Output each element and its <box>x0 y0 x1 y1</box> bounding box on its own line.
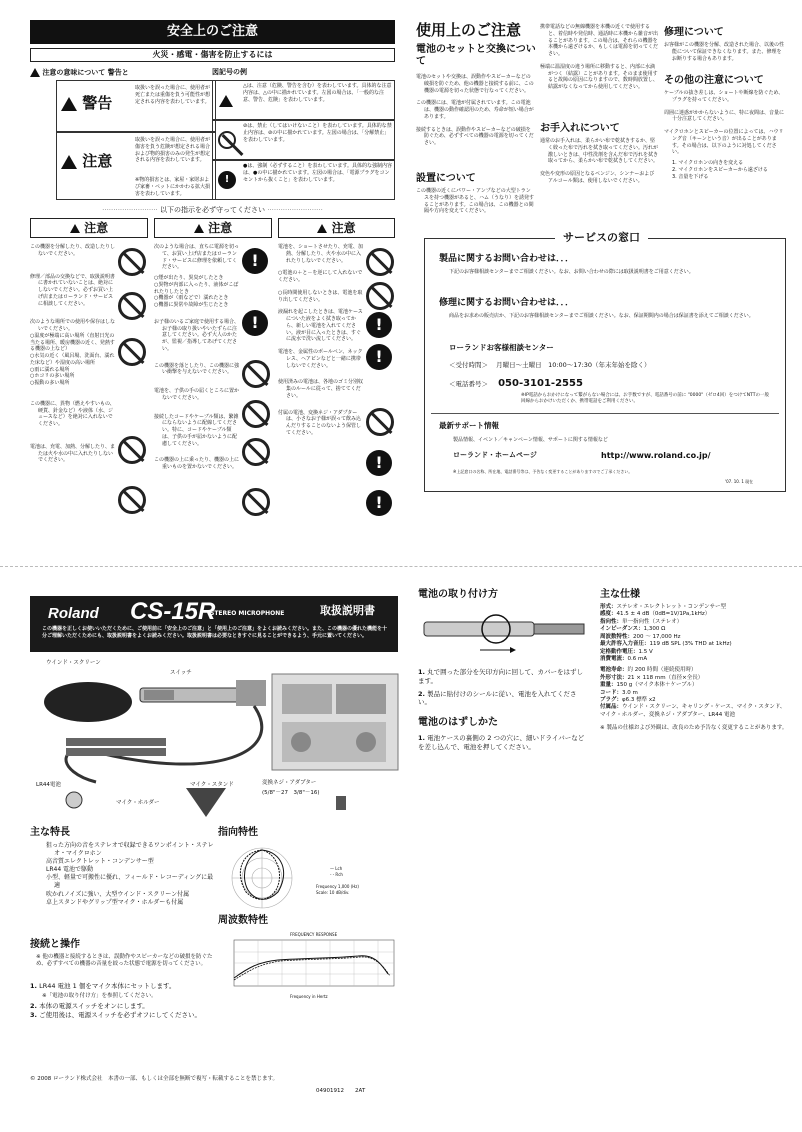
product-illustration <box>36 672 402 822</box>
symbol-box-3 <box>212 160 395 200</box>
warning-triangle-icon <box>30 68 40 77</box>
homepage-url[interactable]: http://www.roland.co.jp/ <box>601 451 711 460</box>
freq-curve-l <box>234 956 388 978</box>
polar-r-curve <box>240 850 279 899</box>
mandatory-icon: ! <box>366 450 392 476</box>
symbol2-text: ⊘は、禁止（してはいけないこと）を表わしています。具体的な禁止内容は、⊘の中に描かれています。左図の場合は、「分解禁止」を表わしています。 <box>243 123 392 143</box>
caution-icon <box>61 155 77 169</box>
caution-text: 取扱いを誤った場合に、使用者が傷害を負う危険が想定される場合および物的損害のみの発生が想定される内容を表わしています。 <box>135 137 211 164</box>
caution-subitem: ○振動の多い場所 <box>30 380 70 386</box>
caution-item: この機器に、異物（燃えやすいもの、硬貨、針金など）や液体（水、ジュースなど）を絶対に入れないでください。 <box>30 400 115 427</box>
caution-box <box>56 132 216 200</box>
intro-text: この機器を正しくお使いいただくために、ご使用前に「安全上のご注意」と「使用上のご注意」をよくお読みください。また、この機器の優れた機能を十分ご理解いただくためにも、取扱説明書をよくお読みください。取扱説明書は必要なときすぐに見ることができるよう、手元に置いてください。 <box>42 626 388 639</box>
caution-item: 電池を、金属性のボールペン、ネックレス、ヘアピンなどと一緒に携帯しないでください。 <box>278 349 363 369</box>
mandatory-icon: ! <box>242 310 268 336</box>
caution-item: この機器を落としたり、この機器に強い衝撃を与えないでください。 <box>154 362 240 376</box>
caution-item: お子様のいるご家庭で使用する場合、お子様の取り扱いやいたずらに注意してください。必ず大人のかたが、監視／指導してあげてください。 <box>154 318 240 352</box>
install-heading: 設置について <box>416 173 476 184</box>
caution-item: 次のような場所での使用や保存はしないでください。 <box>30 319 116 332</box>
caution-subitem: ○機器が（雨などで）濡れたとき <box>154 295 229 302</box>
polar-legend-l: — Lch <box>330 866 343 871</box>
label-battery: LR44電池 <box>36 782 61 788</box>
polar-l-curve <box>244 850 283 899</box>
homepage-label: ローランド・ホームページ <box>453 451 537 459</box>
page-separator <box>0 566 802 567</box>
care-items <box>540 138 658 185</box>
spec-row: 感度：41.5 ± 4 dB（0dB=1V/1Pa,1kHz） <box>600 611 711 618</box>
usage-item: 電池のセットや交換は、誤動作やスピーカーなどの破損を防ぐため、他の機器と接続する前に、この機器の電源を切った状態で行なってください。 <box>416 74 534 94</box>
symbol-box-1 <box>212 80 395 120</box>
caution-subitem: ○電池の＋と－を逆にして入れないでください。 <box>278 270 363 283</box>
polar-freq: Frequency 1,000 (Hz) <box>316 884 359 889</box>
caution-item: 液漏れを起こしたときは、電池ケースについた液をよく拭き取ってから、新しい電池を入れてください。液が目に入ったときは、すぐに流水で洗い流してください。 <box>278 309 363 343</box>
spec-row: プラグ：φ6.3 標準 x2 <box>600 697 656 704</box>
freq-xlabel: Frequency in Hertz <box>290 994 328 999</box>
usage-item: この機器には、電池が付属されています。この電池は、機器の動作確認用のため、寿命が短い場合があります。 <box>416 100 534 120</box>
spec-row: コード：3.0 m <box>600 689 638 696</box>
freq-title: FREQUENCY RESPONSE <box>290 932 338 937</box>
mandatory-icon: ! <box>366 490 392 516</box>
usage-item: ケーブルの抜き差しは、ショートや断線を防ぐため、プラグを持ってください。 <box>664 90 784 103</box>
repair-question-text: 商品をお求めの販売店か、下記のお客様相談センターまでご相談ください。なお、保証期間内の場合は保証書を添えてご相談ください。 <box>449 313 754 319</box>
spec-row: 定格動作電圧：1.5 V <box>600 648 653 655</box>
observe-line: ························· 以下の指示を必ず守ってください ························· <box>102 206 323 214</box>
warning-text: 取扱いを誤った場合に、使用者が死亡または重傷を負う可能性が想定される内容を表わしています。 <box>135 85 211 105</box>
warning-label: 警告 <box>61 93 112 113</box>
install-items <box>416 188 534 215</box>
prohibited-icon <box>366 408 394 436</box>
caution-subitem: ○長時間使用しないときは、電池を取り出してください。 <box>278 289 363 303</box>
ip-note: ※IP電話からおかけになって繋がらない場合には、お手数ですが、電話番号の前に "0000"（ゼロ4回）をつけてNTTの一般回線からおかけいただくか、携帯電話をご利用ください。 <box>521 393 769 405</box>
date-code: '07. 10. 1 現在 <box>725 479 754 484</box>
prohibited-icon <box>366 248 394 276</box>
repair-items <box>664 42 784 62</box>
caution-col-2 <box>154 244 240 471</box>
prohibited-icon <box>242 438 270 466</box>
caution-item: この機器を分解したり、改造したりしないでください。 <box>30 244 116 257</box>
label-stand: マイク・スタンド <box>190 782 234 788</box>
directivity-heading: 指向特性 <box>218 827 258 838</box>
connect-step-3: 3. ご使用後は、電源スイッチを必ずオフにしてください。 <box>30 1010 202 1019</box>
caution-item: 付属の電池、変換ネジ・アダプターは、小さなお子様が誤って飲み込んだりすることのないよう保管してください。 <box>278 409 362 436</box>
frequency-response-chart <box>228 938 398 994</box>
service-footnote: ※上記窓口の名称、所在地、電話番号等は、予告なく変更することがありますのでご了承ください。 <box>453 469 633 474</box>
unplug-icon: ! <box>218 171 236 189</box>
label-windscreen: ウインド・スクリーン <box>46 660 101 666</box>
repair-heading: 修理について <box>664 27 724 38</box>
hours-row: ＜受付時間＞ 月曜日～土曜日 10:00～17:30（年末年始を除く） <box>449 361 651 369</box>
connect-step-2: 2. 本体の電源スイッチをオンにします。 <box>30 1002 149 1011</box>
freq-curve-r <box>234 957 390 980</box>
phone-number: 050-3101-2555 <box>498 378 583 389</box>
prohibited-icon <box>242 400 270 428</box>
battery-install-illustration <box>420 606 590 662</box>
support-heading: 最新サポート情報 <box>439 421 499 430</box>
caution-col-1 <box>30 244 116 464</box>
mandatory-icon: ! <box>366 344 392 370</box>
prohibited-icon <box>118 338 146 366</box>
caution-label: 注意 <box>61 151 112 171</box>
disassembly-prohibited-icon <box>218 131 236 149</box>
battery-heading: 電池のセットと交換について <box>416 44 536 67</box>
caution-subitem: ○温度が極端に高い場所（直射日光の当たる場所、暖房機器の近く、発熱する機器の上など） <box>30 332 115 353</box>
caution-note: ※物的損害とは、家屋・家財および家畜・ペットにかかわる拡大損害を表わしています。 <box>135 177 211 197</box>
other-step: 3. 音量を下げる <box>672 173 709 180</box>
other-heading: その他の注意について <box>664 75 764 86</box>
caution-header-3: 注意 <box>278 218 395 238</box>
battery-remove-heading: 電池のはずしかた <box>418 717 498 728</box>
caution-item: 使用済みの電池は、各地のゴミ分別収集のルールに従って、捨ててください。 <box>278 379 364 399</box>
features-list <box>46 842 214 907</box>
center-name: ローランドお客様相談センター <box>449 343 554 352</box>
label-holder: マイク・ホルダー <box>116 800 160 806</box>
usage-item: 周囲に迷惑がかからないように、特に夜間は、音量に十分注意してください。 <box>664 109 785 123</box>
prohibited-icon <box>118 436 146 464</box>
label-switch: スイッチ <box>170 670 192 676</box>
adapter-shape <box>336 796 346 810</box>
feature-item: 狙った方向の音をステレオで収録できるワンポイント・ステレオ・マイクロホン <box>46 842 214 858</box>
battery-items <box>416 74 534 147</box>
battery-remove-steps <box>418 734 588 752</box>
prohibited-icon <box>118 486 146 514</box>
spec-row: 電池寿命：約 200 時間（連続使用時） <box>600 667 697 674</box>
connect-note: ※ 他の機器と接続するときは、誤動作やスピーカーなどの破損を防ぐため、必ずすべての機器の音量を絞った状態で電源を切ってください。 <box>36 954 213 968</box>
prohibited-icon <box>118 292 146 320</box>
usage-section <box>416 20 786 220</box>
prohibited-icon <box>366 282 394 310</box>
symbol1-text: △は、注意（危険、警告を含む）を表わしています。具体的な注意内容は、△の中に描かれています。左図の場合は、「一般的な注意、警告、危険」を表わしています。 <box>243 83 392 103</box>
spec-note: ※ 製品の仕様および外観は、改良のため予告なく変更することがあります。 <box>600 725 788 732</box>
model-sub: STEREO MICROPHONE <box>210 610 285 617</box>
feature-item: LR44 電池で駆動 <box>46 866 94 874</box>
caution-header-icon <box>194 224 204 233</box>
battery-install-heading: 電池の取り付け方 <box>418 589 498 600</box>
freq-heading: 周波数特性 <box>218 915 268 926</box>
care-heading: お手入れについて <box>540 123 620 134</box>
remove-step-1: 1. 電池ケースの裏側の 2 つの穴に、細いドライバーなどを差し込んで、電池を押してください。 <box>418 734 585 751</box>
service-divider <box>431 413 779 414</box>
plug-2 <box>66 748 166 756</box>
phone-row: ＜電話番号＞ 050-3101-2555 <box>449 378 583 389</box>
connect-step-1: 1. LR44 電池 1 個をマイク本体にセットします。 <box>30 982 176 990</box>
warning-box <box>56 80 216 132</box>
caution-header-2: 注意 <box>154 218 272 238</box>
meaning-heading: 注意の意味について 警告と <box>30 68 210 78</box>
spec-row: 外形寸法：21 × 118 mm（直径×全長） <box>600 674 704 681</box>
prohibited-icon <box>242 488 270 516</box>
symbol-box-2 <box>212 120 395 160</box>
symbols-heading: 図記号の例 <box>212 68 247 76</box>
support-text: 製品情報、イベント／キャンペーン情報、サポートに関する情報など <box>453 437 608 443</box>
caution-subitem: ○異物が内部に入ったり、液体がこぼれたりしたとき <box>154 281 239 295</box>
usage-item: マイクロホンとスピーカーの位置によっては、ハウリング音（キーンという音）が出ることがあります。その場合は、以下のように対処してください。 <box>664 129 784 156</box>
usage-item: 接続するときは、誤動作やスピーカーなどの破損を防ぐため、必ずすべての機器の電源を切ってください。 <box>416 126 534 146</box>
caution-item: 修理／部品の交換などで、取扱説明書に書かれていないことは、絶対にしないでください。必ずお買い上げ店またはローランド・サービスに相談してください。 <box>30 273 115 307</box>
model-name: CS-15R <box>130 598 216 625</box>
plug-1 <box>66 738 166 746</box>
product-question-text: 下記のお客様相談センターまでご相談ください。なお、お問い合わせの際には取扱説明書をご用意ください。 <box>449 269 694 275</box>
caution-item: 接続したコードやケーブル類は、繁雑にならないように配線してください。特に、コードやケーブル類は、子供の手が届かないように配慮してください。 <box>154 413 239 447</box>
case-shape <box>236 680 266 706</box>
service-title: サービスの窓口 <box>555 231 648 246</box>
polar-scale: Scale: 10 dB/div. <box>316 890 350 895</box>
usage-item: 通常のお手入れは、柔らかい布で乾拭きするか、堅く絞った布で汚れを拭き取ってください。汚れが激しいときは、中性洗剤を含んだ布で汚れを拭き取ってから、柔らかい布で乾拭きしてください。 <box>540 138 659 165</box>
spec-row: 付属品：ウインド・スクリーン、キャリング・ケース、マイク・スタンド、マイク・ホルダー、変換ネジ・アダプター、LR44 電池 <box>600 704 786 718</box>
spec-row: 最大許容入力音圧：119 dB SPL (3% THD at 1kHz) <box>600 641 732 648</box>
usage-item: 携帯電話などの無線機器を本機の近くで使用すると、着信時や発信時、通話時に本機から雑音が出ることがあります。この場合は、それらの機器を本機から遠ざけるか、もしくは電源を切ってください。 <box>540 24 659 57</box>
caution-header-icon <box>317 224 327 233</box>
connect-heading: 接続と操作 <box>30 939 80 950</box>
connect-subnote: ※「電池の取り付け方」を参照してください。 <box>42 992 157 999</box>
polar-legend-r: - - Rch <box>330 872 343 877</box>
manual-banner <box>30 596 398 652</box>
label-adapter: 変換ネジ・アダプター <box>262 780 317 786</box>
warning-icon <box>61 97 77 111</box>
battery-install-steps <box>418 668 588 707</box>
caution-item: 電池を、子供の手の届くところに置かないでください。 <box>154 388 240 401</box>
other-step: 1. マイクロホンの向きを変える <box>672 160 744 166</box>
other-step: 2. マイクロホンをスピーカーから遠ざける <box>672 166 768 173</box>
prohibited-icon <box>118 248 146 276</box>
usage-item: お客様がこの機器を分解、改造された場合、以後の性能について保証できなくなります。また、修理をお断りする場合もあります。 <box>664 42 785 62</box>
caution-item: 次のような場合は、直ちに電源を切って、お買い上げ店またはローランド・サービスに修理を依頼してください。 <box>154 244 240 271</box>
caution-item: 電池を、ショートさせたり、充電、加熱、分解したり、火や水の中に入れたりしないでください。 <box>278 244 363 264</box>
usage-item: この機器の近くにパワー・アンプなどの大型トランスを持つ機器があると、ハム（うなり）を誘発することがあります。この場合は、この機器との間隔や方向を変えてください。 <box>416 188 535 215</box>
caution-col-3 <box>278 244 364 437</box>
caution-subitem: ○ホコリの多い場所 <box>30 373 75 380</box>
battery-shape <box>66 792 82 808</box>
feature-item: 小型、軽量で可搬性に優れ、フィールド・レコーディングに最適 <box>46 874 214 890</box>
connect-steps <box>30 982 218 1020</box>
spec-row: 指向性：単一指向性（ステレオ） <box>600 618 683 625</box>
other-items <box>664 90 784 180</box>
caution-header-icon <box>70 224 80 233</box>
caution-item: この機器の上に乗ったり、機器の上に重いものを置かないでください。 <box>154 457 240 470</box>
spec-row: 周波数特性：200 ～ 17,000 Hz <box>600 633 681 640</box>
symbol3-text: ●は、強制（必ずすること）を表わしています。具体的な強制内容は、●の中に描かれています。左図の場合は、「電源プラグをコンセントから抜くこと」を表わしています。 <box>243 163 392 183</box>
product-question: 製品に関するお問い合わせは．．． <box>439 254 575 264</box>
copyright: © 2008 ローランド株式会社 本書の一部、もしくは全部を無断で複写・転載することを禁じます。 <box>30 1076 279 1082</box>
prohibited-icon <box>242 360 270 388</box>
doc-code: 04901912 2AT <box>316 1088 366 1094</box>
usage-col-2 <box>540 24 658 91</box>
spec-row: インピーダンス：1,300 Ω <box>600 626 666 633</box>
repair-question: 修理に関するお問い合わせは．．． <box>439 298 575 308</box>
brand-logo: Roland <box>48 605 99 622</box>
safety-title: 安全上のご注意 <box>30 20 395 44</box>
mandatory-icon: ! <box>366 312 392 338</box>
doc-type: 取扱説明書 <box>320 604 375 617</box>
windscreen-shape <box>44 682 132 722</box>
specs-list <box>600 604 790 733</box>
spec-row: 形式：ステレオ・エレクトレット・コンデンサー型 <box>600 604 727 610</box>
feature-item: 吹かれノイズに強い、大型ウインド・スクリーン付属 <box>46 890 190 898</box>
mandatory-icon: ! <box>242 248 268 274</box>
caution-subitem: ○機器に異常や故障が生じたとき <box>154 302 229 308</box>
usage-item: 変色や変形の原因となるベンジン、シンナーおよびアルコール類は、使用しないでください。 <box>540 171 655 184</box>
install-step-2: 2. 製品に貼付けのシールに従い、電池を入れてください。 <box>418 689 577 707</box>
safety-section <box>30 20 395 540</box>
service-box <box>424 231 786 492</box>
caution-item: 電池は、充電、加熱、分解したり、または火や水の中に入れたりしないでください。 <box>30 443 116 464</box>
caution-subitem: ○煙が出たり、異臭がしたとき <box>154 275 224 281</box>
spec-row: 重量：150 g（マイク本体＋ケーブル） <box>600 682 698 689</box>
spec-row: 消費電流：0.6 mA <box>600 655 648 662</box>
stand-shape <box>186 788 226 817</box>
caution-subitem: ○水気の近く（風呂場、洗面台、濡れた床など）や湿度の高い場所 <box>30 353 115 366</box>
feature-item: 高音質エレクトレット・コンデンサー型 <box>46 858 154 866</box>
safety-subtitle: 火災・感電・傷害を防止するには <box>30 48 395 62</box>
general-caution-icon <box>219 95 233 107</box>
usage-item: 極端に温湿度の違う場所に移動すると、内部に水滴がつく（結露）ことがあります。そのまま使用すると故障の原因になりますので、数時間放置し、結露がなくなってから使用してください。 <box>540 63 658 90</box>
label-adapter-size: (5/8"－27 3/8"－16) <box>262 790 320 796</box>
specs-heading: 主な仕様 <box>600 589 640 600</box>
caution-subitem: ○雨に濡れる場所 <box>30 366 70 373</box>
caution-header-1: 注意 <box>30 218 148 238</box>
polar-pattern-chart <box>218 842 398 912</box>
install-step-1: 1. 丸で囲った部分を矢印方向に回して、カバーをはずします。 <box>418 668 583 685</box>
usage-title: 使用上のご注意 <box>416 21 522 39</box>
features-heading: 主な特長 <box>30 827 70 838</box>
feature-item: 卓上スタンドやグリップ型マイク・ホルダーも付属 <box>46 898 184 906</box>
